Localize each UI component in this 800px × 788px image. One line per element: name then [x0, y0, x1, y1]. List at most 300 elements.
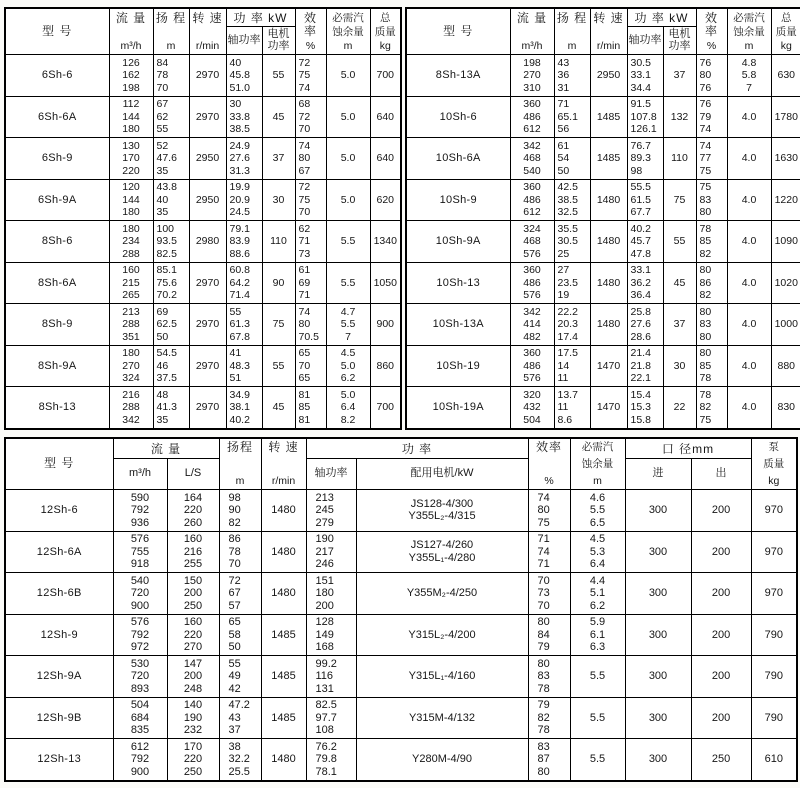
efficiency-cell: 62 71 73	[295, 221, 326, 263]
flow-ls-cell: 150 200 250	[167, 573, 219, 615]
shaft-power-cell: 25.8 27.6 28.6	[627, 304, 663, 346]
flow-cell: 120 144 180	[109, 179, 153, 221]
flow-column-header	[109, 8, 153, 55]
npsh-cell: 4.6 5.5 6.5	[570, 490, 625, 532]
inlet-diameter-cell: 300	[625, 531, 691, 573]
efficiency-header-label: 效率	[535, 439, 562, 454]
npsh-cell: 4.4 5.1 6.2	[570, 573, 625, 615]
npsh-cell: 5.5	[326, 262, 370, 304]
shaft-power-cell: 151 180 200	[306, 573, 356, 615]
shaft-power-subheader: 轴功率	[306, 459, 356, 490]
table-row	[5, 387, 401, 429]
speed-cell: 1470	[590, 387, 627, 429]
motor-power-cell: 37	[663, 304, 696, 346]
diameter-group-header: 口 径mm	[625, 438, 751, 459]
npsh-cell: 4.7 5.5 7	[326, 304, 370, 346]
head-header-label: 扬 程	[556, 10, 588, 25]
efficiency-unit-label: %	[706, 39, 717, 52]
model-cell: 8Sh-9A	[5, 345, 109, 387]
head-cell: 48 41.3 35	[153, 387, 189, 429]
pump-mass-cell: 970	[751, 531, 797, 573]
model-header-label: 型 号	[44, 456, 75, 471]
motor-power-cell: 30	[262, 179, 295, 221]
table-row	[5, 739, 797, 781]
pump-table-top-right	[405, 7, 800, 430]
speed-cell: 1480	[261, 573, 306, 615]
flow-cell: 213 288 351	[109, 304, 153, 346]
head-cell: 47.2 43 37	[219, 697, 261, 739]
efficiency-cell: 78 82 75	[696, 387, 727, 429]
outlet-diameter-cell: 200	[691, 656, 751, 698]
efficiency-cell: 83 87 80	[528, 739, 570, 781]
flow-cell: 360 486 612	[510, 179, 554, 221]
npsh-unit-label: m	[593, 474, 602, 487]
table-row	[406, 262, 800, 304]
flow-cell: 126 162 198	[109, 55, 153, 97]
shaft-power-cell: 41 48.3 51	[226, 345, 262, 387]
mass-cell: 640	[370, 138, 401, 180]
efficiency-cell: 80 83 78	[528, 656, 570, 698]
motor-power-line1: 电机	[267, 28, 290, 40]
head-column-header	[219, 438, 261, 490]
flow-cell: 360 486 576	[510, 345, 554, 387]
efficiency-cell: 75 83 80	[696, 179, 727, 221]
npsh-cell: 4.0	[727, 387, 771, 429]
head-cell: 98 90 82	[219, 490, 261, 532]
mass-cell: 1340	[370, 221, 401, 263]
head-unit-label: m	[166, 39, 176, 52]
npsh-cell: 5.0	[326, 138, 370, 180]
mass-cell: 880	[771, 345, 800, 387]
head-cell: 100 93.5 82.5	[153, 221, 189, 263]
npsh-cell: 5.0	[326, 55, 370, 97]
head-cell: 38 32.2 25.5	[219, 739, 261, 781]
shaft-power-cell: 30 33.8 38.5	[226, 96, 262, 138]
shaft-power-subheader: 轴功率	[627, 27, 663, 55]
efficiency-cell: 74 80 75	[528, 490, 570, 532]
shaft-power-cell: 34.9 38.1 40.2	[226, 387, 262, 429]
model-cell: 10Sh-6A	[406, 138, 510, 180]
mass-cell: 860	[370, 345, 401, 387]
motor-power-subheader	[262, 27, 295, 55]
motor-power-cell: 75	[663, 179, 696, 221]
mass-cell: 1630	[771, 138, 800, 180]
efficiency-cell: 74 80 70.5	[295, 304, 326, 346]
head-cell: 13.7 11 8.6	[554, 387, 590, 429]
motor-model-cell: JS128-4/300 Y355L₂-4/315	[356, 490, 528, 532]
shaft-power-cell: 15.4 15.3 15.8	[627, 387, 663, 429]
speed-cell: 2970	[189, 262, 226, 304]
table-row	[406, 221, 800, 263]
efficiency-cell: 61 69 71	[295, 262, 326, 304]
table-row	[5, 96, 401, 138]
motor-model-cell: Y315L₁-4/160	[356, 656, 528, 698]
efficiency-column-header	[295, 8, 326, 55]
shaft-power-cell: 55.5 61.5 67.7	[627, 179, 663, 221]
pump-mass-cell: 790	[751, 656, 797, 698]
flow-column-header	[510, 8, 554, 55]
speed-cell: 2950	[189, 179, 226, 221]
flow-ls-subheader: L/S	[167, 459, 219, 490]
model-cell: 12Sh-13	[5, 739, 113, 781]
npsh-cell: 5.0	[326, 96, 370, 138]
power-group-header: 功 率 kW	[627, 8, 696, 27]
flow-cell: 180 234 288	[109, 221, 153, 263]
mass-header-line2: 质量	[775, 25, 797, 38]
flow-m3h-cell: 612 792 900	[113, 739, 167, 781]
efficiency-cell: 68 72 70	[295, 96, 326, 138]
npsh-cell: 4.0	[727, 96, 771, 138]
efficiency-cell: 80 85 78	[696, 345, 727, 387]
table-row	[5, 345, 401, 387]
motor-power-line1: 电机	[668, 28, 691, 40]
pump-table-top-left	[4, 7, 402, 430]
flow-unit-label: m³/h	[120, 39, 142, 52]
shaft-power-cell: 40 45.8 51.0	[226, 55, 262, 97]
shaft-power-cell: 30.5 33.1 34.4	[627, 55, 663, 97]
motor-model-subheader: 配用电机/kW	[356, 459, 528, 490]
shaft-power-cell: 99.2 116 131	[306, 656, 356, 698]
flow-header-label: 流 量	[115, 10, 147, 25]
flow-cell: 160 215 265	[109, 262, 153, 304]
motor-power-subheader	[663, 27, 696, 55]
motor-model-cell: Y355M₂-4/250	[356, 573, 528, 615]
inlet-diameter-cell: 300	[625, 490, 691, 532]
speed-cell: 1470	[590, 345, 627, 387]
speed-column-header	[189, 8, 226, 55]
head-cell: 54.5 46 37.5	[153, 345, 189, 387]
mass-column-header	[370, 8, 401, 55]
table-row	[406, 387, 800, 429]
power-group-header: 功 率 kW	[226, 8, 295, 27]
speed-cell: 2970	[189, 96, 226, 138]
table-row	[5, 55, 401, 97]
speed-cell: 2970	[189, 304, 226, 346]
speed-header-label: 转 速	[192, 10, 223, 25]
power-group-header: 功 率	[306, 438, 528, 459]
npsh-cell: 5.9 6.1 6.3	[570, 614, 625, 656]
flow-m3h-cell: 590 792 936	[113, 490, 167, 532]
mass-cell: 620	[370, 179, 401, 221]
speed-unit-label: r/min	[596, 39, 621, 52]
table-row	[406, 96, 800, 138]
head-cell: 65 58 50	[219, 614, 261, 656]
outlet-subheader: 出	[691, 459, 751, 490]
npsh-cell: 5.5	[326, 221, 370, 263]
efficiency-column-header	[528, 438, 570, 490]
pump-mass-column-header	[751, 438, 797, 490]
shaft-power-cell: 91.5 107.8 126.1	[627, 96, 663, 138]
npsh-cell: 4.0	[727, 221, 771, 263]
speed-cell: 1485	[590, 96, 627, 138]
model-column-header	[5, 8, 109, 55]
flow-ls-cell: 164 220 260	[167, 490, 219, 532]
head-cell: 17.5 14 11	[554, 345, 590, 387]
inlet-diameter-cell: 300	[625, 614, 691, 656]
head-header-label: 扬 程	[155, 10, 187, 25]
head-unit-label: m	[235, 474, 245, 487]
flow-header-label: 流 量	[516, 10, 548, 25]
efficiency-cell: 79 82 78	[528, 697, 570, 739]
efficiency-cell: 81 85 81	[295, 387, 326, 429]
model-cell: 12Sh-9	[5, 614, 113, 656]
npsh-header-line1: 必需汽	[733, 11, 765, 24]
motor-power-cell: 37	[262, 138, 295, 180]
speed-column-header	[590, 8, 627, 55]
flow-group-header: 流 量	[113, 438, 219, 459]
head-cell: 27 23.5 19	[554, 262, 590, 304]
motor-power-cell: 132	[663, 96, 696, 138]
head-header-label: 扬程	[226, 439, 253, 454]
table-header	[5, 8, 401, 55]
mass-cell: 1000	[771, 304, 800, 346]
flow-cell: 320 432 504	[510, 387, 554, 429]
head-cell: 52 47.6 35	[153, 138, 189, 180]
efficiency-cell: 72 75 74	[295, 55, 326, 97]
model-cell: 8Sh-13A	[406, 55, 510, 97]
shaft-power-cell: 40.2 45.7 47.8	[627, 221, 663, 263]
flow-cell: 342 468 540	[510, 138, 554, 180]
outlet-diameter-cell: 200	[691, 573, 751, 615]
flow-m3h-subheader: m³/h	[113, 459, 167, 490]
speed-cell: 1485	[261, 697, 306, 739]
flow-cell: 112 144 180	[109, 96, 153, 138]
mass-unit-label: kg	[780, 39, 792, 52]
mass-header-line2: 质量	[763, 457, 785, 470]
motor-power-line2: 功率	[668, 39, 691, 52]
motor-power-cell: 45	[262, 96, 295, 138]
mass-header-line1: 总	[380, 11, 391, 24]
speed-cell: 2950	[189, 138, 226, 180]
speed-cell: 1480	[590, 221, 627, 263]
model-cell: 10Sh-9	[406, 179, 510, 221]
speed-cell: 1485	[261, 614, 306, 656]
pump-mass-cell: 970	[751, 573, 797, 615]
table-row	[5, 531, 797, 573]
head-cell: 42.5 38.5 32.5	[554, 179, 590, 221]
model-cell: 8Sh-9	[5, 304, 109, 346]
mass-cell: 1780	[771, 96, 800, 138]
npsh-cell: 5.5	[570, 697, 625, 739]
npsh-header-line2: 蚀余量	[581, 457, 614, 470]
head-cell: 43 36 31	[554, 55, 590, 97]
flow-m3h-cell: 530 720 893	[113, 656, 167, 698]
table-header	[5, 438, 797, 490]
speed-cell: 2970	[189, 55, 226, 97]
head-cell: 22.2 20.3 17.4	[554, 304, 590, 346]
head-cell: 43.8 40 35	[153, 179, 189, 221]
speed-cell: 1480	[590, 179, 627, 221]
shaft-power-cell: 19.9 20.9 24.5	[226, 179, 262, 221]
shaft-power-cell: 76.2 79.8 78.1	[306, 739, 356, 781]
head-cell: 71 65.1 56	[554, 96, 590, 138]
motor-model-cell: JS127-4/260 Y355L₁-4/280	[356, 531, 528, 573]
npsh-header-line2: 蚀余量	[332, 25, 364, 38]
speed-cell: 2970	[189, 345, 226, 387]
pump-mass-cell: 790	[751, 697, 797, 739]
mass-cell: 830	[771, 387, 800, 429]
efficiency-column-header	[696, 8, 727, 55]
shaft-power-cell: 60.8 64.2 71.4	[226, 262, 262, 304]
model-cell: 8Sh-6A	[5, 262, 109, 304]
speed-header-label: 转 速	[268, 439, 299, 454]
head-cell: 55 49 42	[219, 656, 261, 698]
npsh-cell: 4.0	[727, 179, 771, 221]
pump-table-bottom	[4, 437, 798, 782]
mass-cell: 640	[370, 96, 401, 138]
motor-model-cell: Y315L₂-4/200	[356, 614, 528, 656]
flow-ls-cell: 147 200 248	[167, 656, 219, 698]
table-row	[5, 573, 797, 615]
npsh-cell: 5.5	[570, 656, 625, 698]
pump-mass-cell: 610	[751, 739, 797, 781]
mass-unit-label: kg	[379, 39, 391, 52]
table-row	[5, 614, 797, 656]
model-header-label: 型 号	[42, 24, 73, 38]
mass-cell: 1050	[370, 262, 401, 304]
model-cell: 12Sh-9B	[5, 697, 113, 739]
mass-cell: 1090	[771, 221, 800, 263]
table-row	[406, 304, 800, 346]
model-cell: 12Sh-6	[5, 490, 113, 532]
npsh-cell: 4.8 5.8 7	[727, 55, 771, 97]
outlet-diameter-cell: 250	[691, 739, 751, 781]
speed-cell: 1480	[261, 490, 306, 532]
npsh-cell: 4.0	[727, 304, 771, 346]
npsh-column-header	[727, 8, 771, 55]
flow-ls-cell: 160 220 270	[167, 614, 219, 656]
efficiency-cell: 74 80 67	[295, 138, 326, 180]
model-cell: 10Sh-13	[406, 262, 510, 304]
motor-power-cell: 90	[262, 262, 295, 304]
efficiency-cell: 78 85 82	[696, 221, 727, 263]
mass-column-header	[771, 8, 800, 55]
speed-cell: 1480	[590, 304, 627, 346]
flow-ls-cell: 170 220 250	[167, 739, 219, 781]
efficiency-cell: 76 80 76	[696, 55, 727, 97]
mass-header-line2: 质量	[374, 25, 396, 38]
motor-power-cell: 110	[262, 221, 295, 263]
top-left-table-body	[5, 55, 401, 429]
mass-header-line1: 泵	[768, 440, 780, 453]
flow-m3h-cell: 504 684 835	[113, 697, 167, 739]
speed-unit-label: r/min	[271, 474, 296, 487]
shaft-power-cell: 213 245 279	[306, 490, 356, 532]
speed-cell: 1480	[590, 262, 627, 304]
efficiency-cell: 70 73 70	[528, 573, 570, 615]
efficiency-unit-label: %	[305, 39, 316, 52]
speed-cell: 2980	[189, 221, 226, 263]
efficiency-header-label: 效 率	[303, 10, 317, 38]
flow-cell: 130 170 220	[109, 138, 153, 180]
model-cell: 8Sh-6	[5, 221, 109, 263]
head-cell: 35.5 30.5 25	[554, 221, 590, 263]
model-cell: 10Sh-13A	[406, 304, 510, 346]
motor-power-cell: 30	[663, 345, 696, 387]
model-cell: 10Sh-19A	[406, 387, 510, 429]
speed-unit-label: r/min	[195, 39, 220, 52]
pump-mass-cell: 970	[751, 490, 797, 532]
table-row	[5, 697, 797, 739]
bottom-table-body	[5, 490, 797, 781]
model-column-header	[406, 8, 510, 55]
speed-cell: 1480	[261, 531, 306, 573]
shaft-power-cell: 76.7 89.3 98	[627, 138, 663, 180]
inlet-subheader: 进	[625, 459, 691, 490]
efficiency-cell: 80 83 80	[696, 304, 727, 346]
table-row	[5, 262, 401, 304]
npsh-unit-label: m	[343, 39, 353, 52]
speed-cell: 2970	[189, 387, 226, 429]
inlet-diameter-cell: 300	[625, 656, 691, 698]
motor-model-cell: Y280M-4/90	[356, 739, 528, 781]
head-cell: 61 54 50	[554, 138, 590, 180]
mass-unit-label: kg	[768, 474, 780, 487]
npsh-cell: 5.0	[326, 179, 370, 221]
model-cell: 6Sh-6	[5, 55, 109, 97]
table-row	[5, 304, 401, 346]
outlet-diameter-cell: 200	[691, 531, 751, 573]
npsh-column-header	[570, 438, 625, 490]
motor-power-cell: 45	[663, 262, 696, 304]
npsh-cell: 4.5 5.0 6.2	[326, 345, 370, 387]
model-cell: 12Sh-6A	[5, 531, 113, 573]
model-cell: 10Sh-6	[406, 96, 510, 138]
flow-cell: 216 288 342	[109, 387, 153, 429]
speed-cell: 1485	[590, 138, 627, 180]
flow-cell: 198 270 310	[510, 55, 554, 97]
table-row	[406, 345, 800, 387]
shaft-power-cell: 24.9 27.6 31.3	[226, 138, 262, 180]
mass-cell: 700	[370, 387, 401, 429]
shaft-power-cell: 82.5 97.7 108	[306, 697, 356, 739]
npsh-cell: 4.0	[727, 345, 771, 387]
head-cell: 69 62.5 50	[153, 304, 189, 346]
efficiency-header-label: 效 率	[704, 10, 718, 38]
mass-cell: 630	[771, 55, 800, 97]
flow-cell: 324 468 576	[510, 221, 554, 263]
efficiency-cell: 65 70 65	[295, 345, 326, 387]
table-row	[5, 221, 401, 263]
shaft-power-subheader: 轴功率	[226, 27, 262, 55]
inlet-diameter-cell: 300	[625, 697, 691, 739]
flow-m3h-cell: 576 792 972	[113, 614, 167, 656]
top-table-group	[4, 7, 796, 430]
shaft-power-cell: 190 217 246	[306, 531, 356, 573]
head-cell: 72 67 57	[219, 573, 261, 615]
flow-cell: 360 486 612	[510, 96, 554, 138]
table-row	[406, 55, 800, 97]
model-cell: 6Sh-9A	[5, 179, 109, 221]
flow-cell: 360 486 576	[510, 262, 554, 304]
npsh-header-line1: 必需汽	[332, 11, 364, 24]
head-cell: 86 78 70	[219, 531, 261, 573]
mass-cell: 1020	[771, 262, 800, 304]
top-right-table-body	[406, 55, 800, 429]
efficiency-cell: 80 84 79	[528, 614, 570, 656]
table-row	[5, 138, 401, 180]
table-row	[406, 138, 800, 180]
motor-power-cell: 55	[663, 221, 696, 263]
model-header-label: 型 号	[443, 24, 474, 38]
shaft-power-cell: 33.1 36.2 36.4	[627, 262, 663, 304]
motor-power-cell: 110	[663, 138, 696, 180]
flow-m3h-cell: 576 755 918	[113, 531, 167, 573]
efficiency-cell: 72 75 70	[295, 179, 326, 221]
head-column-header	[153, 8, 189, 55]
efficiency-cell: 80 86 82	[696, 262, 727, 304]
table-header	[406, 8, 800, 55]
